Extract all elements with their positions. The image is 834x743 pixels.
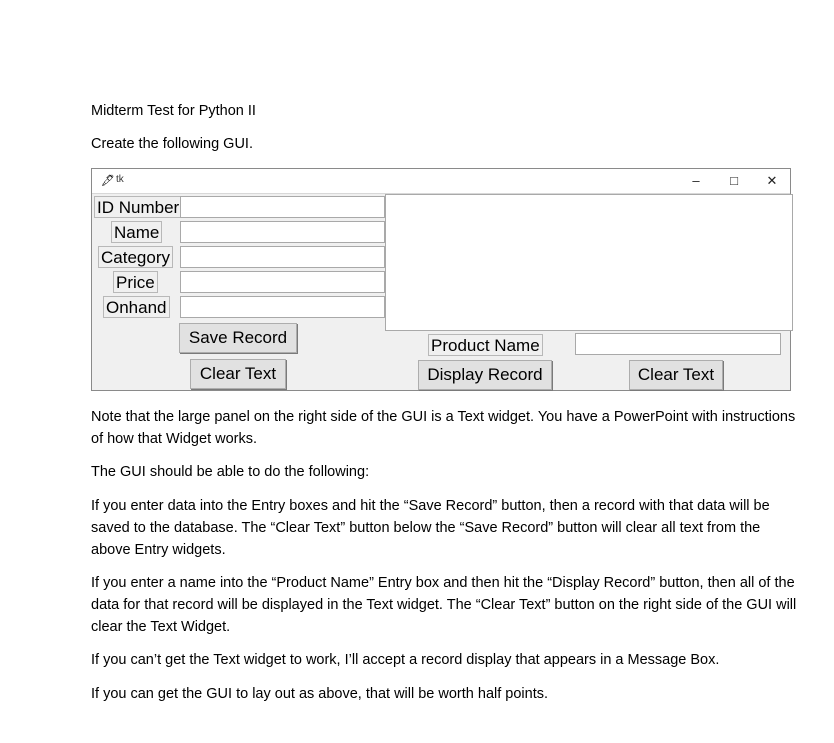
text-widget (385, 194, 793, 331)
minimize-icon: – (692, 173, 700, 188)
instruction: Create the following GUI. (91, 136, 253, 152)
label-product-name: Product Name (428, 334, 543, 356)
msgbox-line: If you can’t get the Text widget to work, I’ll accept a record display that appears in a Message Box. (91, 652, 720, 668)
close-icon: ✕ (766, 173, 778, 188)
title-bar (92, 169, 790, 194)
label-category: Category (98, 246, 173, 268)
points-line: If you can get the GUI to lay out as above, that will be worth half points. (91, 686, 549, 702)
entry-category (180, 246, 385, 268)
feather-icon: 🖋 (101, 175, 115, 187)
label-name: Name (111, 221, 162, 243)
label-onhand: Onhand (103, 296, 170, 318)
display-record-button: Display Record (418, 360, 552, 390)
save-record-button: Save Record (179, 323, 297, 353)
heading: Midterm Test for Python II (91, 103, 256, 119)
clear-text-right-button: Clear Text (629, 360, 723, 390)
clear-text-left-button: Clear Text (190, 359, 286, 389)
entry-name (180, 221, 385, 243)
tk-window-screenshot (91, 168, 791, 391)
window-title: tk (116, 174, 124, 185)
able-line: The GUI should be able to do the following: (91, 464, 370, 480)
entry-id-number (180, 196, 385, 218)
display-paragraph: If you enter a name into the “Product Name” Entry box and then hit the “Display Record” button, then all of the data for that record will be displayed in the Text widget. The “Clear Text” button on the right side of the GUI will clear the Text Widget. (91, 575, 797, 635)
label-price: Price (113, 271, 158, 293)
entry-price (180, 271, 385, 293)
label-id-number: ID Number (94, 196, 182, 218)
maximize-icon: □ (730, 173, 738, 188)
entry-product-name (575, 333, 781, 355)
entry-onhand (180, 296, 385, 318)
note-paragraph: Note that the large panel on the right side of the GUI is a Text widget. You have a PowerPoint with instructions of how that Widget works. (91, 409, 796, 447)
save-paragraph: If you enter data into the Entry boxes and hit the “Save Record” button, then a record with that data will be saved to the database. The “Clear Text” button below the “Save Record” button will clear all text from the above Entry widgets. (91, 498, 770, 558)
